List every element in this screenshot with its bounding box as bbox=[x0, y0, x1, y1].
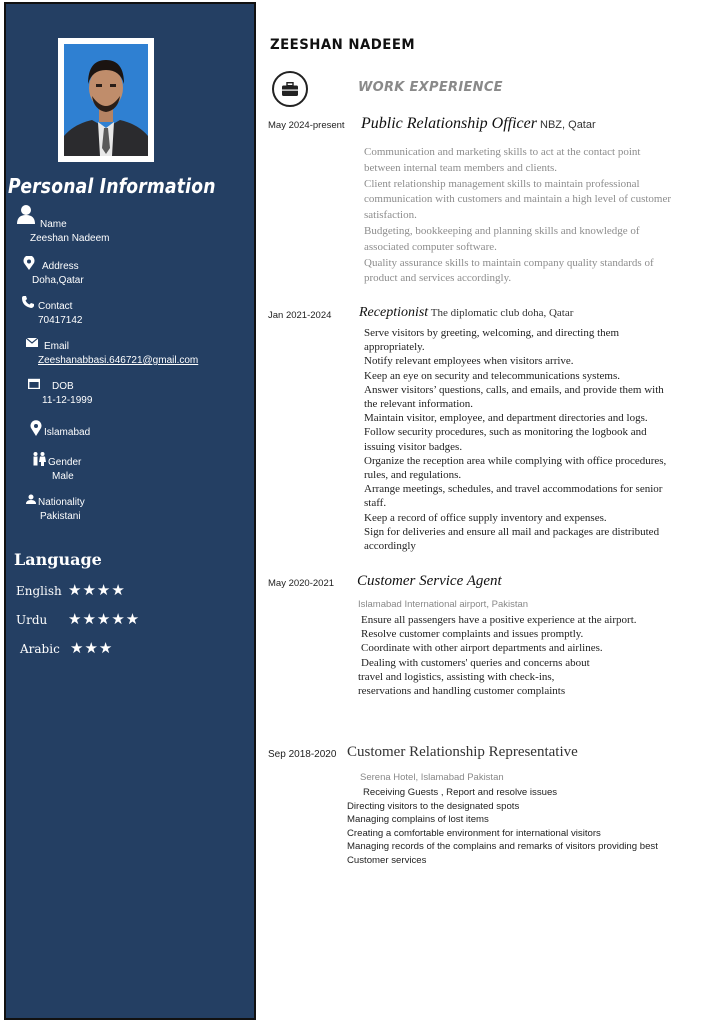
job-date: May 2024-present bbox=[268, 120, 345, 131]
job-duty-line: Dealing with customers' queries and concerns about bbox=[361, 656, 590, 669]
job-duty-line: associated computer software. bbox=[364, 240, 497, 253]
job-duty-line: travel and logistics, assisting with check-ins, bbox=[358, 670, 555, 683]
location-pin-icon bbox=[22, 256, 36, 270]
gender-icon bbox=[32, 452, 46, 466]
work-experience-badge bbox=[272, 71, 308, 107]
job-duties bbox=[347, 786, 658, 868]
job-duty-line: Keep an eye on security and telecommunications systems. bbox=[364, 369, 620, 382]
job-duty-line: Communication and marketing skills to act at the contact point bbox=[364, 146, 641, 158]
job-duty-line: Maintain visitor, employee, and department directories and logs. bbox=[364, 412, 648, 425]
job-title: Customer Service Agent bbox=[357, 573, 502, 589]
email-label: Email bbox=[44, 341, 70, 352]
job-duty-line: appropriately. bbox=[364, 341, 425, 354]
job-title bbox=[359, 305, 573, 321]
job-duty-line: rules, and regulations. bbox=[364, 469, 462, 482]
dob-value: 11-12-1999 bbox=[42, 395, 93, 406]
job-duty-line: Customer services bbox=[347, 854, 427, 866]
job-duty-line: between internal team members and clients. bbox=[364, 161, 558, 174]
job-date: Sep 2018-2020 bbox=[268, 749, 337, 760]
address-label: Address bbox=[42, 261, 79, 272]
language-name-arabic: Arabic bbox=[20, 642, 60, 656]
person-icon bbox=[17, 204, 35, 224]
candidate-name: ZEESHAN NADEEM bbox=[270, 37, 416, 53]
personal-information-heading: Personal Information bbox=[8, 174, 216, 198]
dob-label: DOB bbox=[52, 381, 74, 392]
job-duties bbox=[358, 613, 637, 698]
job-title-text: Receptionist bbox=[359, 305, 429, 320]
nationality-person-icon bbox=[26, 494, 36, 504]
job-date: May 2020-2021 bbox=[268, 578, 335, 589]
job-duty-line: Creating a comfortable environment for international visitors bbox=[347, 827, 601, 839]
job-title-text: Public Relationship Officer bbox=[361, 115, 537, 132]
job-duty-line: accordingly bbox=[364, 540, 416, 553]
job-duties bbox=[364, 326, 666, 553]
job-duty-line: Sign for deliveries and ensure all mail and packages are distributed bbox=[364, 525, 660, 538]
job-duty-line: Notify relevant employees when visitors arrive. bbox=[364, 355, 574, 368]
contact-value: 70417142 bbox=[38, 315, 83, 326]
job-duty-line: Follow security procedures, such as monitoring the logbook and bbox=[364, 426, 647, 439]
address-value: Doha,Qatar bbox=[32, 275, 84, 286]
job-title: Customer Relationship Representative bbox=[347, 744, 578, 760]
name-value: Zeeshan Nadeem bbox=[30, 233, 110, 244]
job-duty-line: the relevant information. bbox=[364, 398, 474, 411]
job-duty-line: Managing records of the complains and remarks of visitors providing best bbox=[347, 841, 658, 853]
job-duty-line: Arrange meetings, schedules, and travel accommodations for senior bbox=[364, 483, 663, 496]
job-duty-line: Ensure all passengers have a positive experience at the airport. bbox=[361, 614, 637, 626]
job-duty-line: Organize the reception area while complying with office procedures, bbox=[364, 454, 667, 467]
name-label: Name bbox=[40, 219, 67, 230]
contact-label: Contact bbox=[38, 301, 73, 312]
job-duties bbox=[364, 145, 671, 287]
profile-photo-frame bbox=[58, 38, 154, 162]
job-duty-line: Receiving Guests , Report and resolve issues bbox=[363, 787, 558, 798]
job-duty-line: issuing visitor badges. bbox=[364, 440, 463, 453]
language-heading: Language bbox=[14, 550, 102, 569]
language-stars-arabic: ★★★ bbox=[70, 640, 114, 657]
gender-label: Gender bbox=[48, 457, 82, 468]
calendar-icon bbox=[28, 378, 40, 389]
email-icon bbox=[26, 338, 38, 347]
work-experience-heading: WORK EXPERIENCE bbox=[358, 80, 503, 95]
job-duty-line: satisfaction. bbox=[364, 209, 417, 222]
job-duty-line: Managing complains of lost items bbox=[347, 814, 489, 826]
job-duty-line: Resolve customer complaints and issues promptly. bbox=[361, 628, 584, 641]
job-duty-line: communication with customers and maintain a high level of customer bbox=[364, 193, 672, 206]
job-duty-line: Serve visitors by greeting, welcoming, and directing them bbox=[364, 327, 620, 339]
sidebar bbox=[4, 2, 256, 1020]
profile-photo bbox=[64, 44, 148, 156]
job-duty-line: staff. bbox=[364, 497, 387, 510]
job-title bbox=[361, 115, 596, 133]
email-value[interactable]: Zeeshanabbasi.646721@gmail.com bbox=[38, 355, 199, 366]
job-duty-line: Client relationship management skills to maintain professional bbox=[364, 177, 640, 190]
nationality-value: Pakistani bbox=[40, 511, 81, 522]
job-date: Jan 2021-2024 bbox=[268, 310, 332, 321]
job-organization: The diplomatic club doha, Qatar bbox=[428, 307, 574, 319]
job-duty-line: Answer visitors’ questions, calls, and emails, and provide them with bbox=[364, 383, 664, 396]
job-duty-line: Keep a record of office supply inventory and expenses. bbox=[364, 511, 607, 524]
job-duty-line: Coordinate with other airport departments and airlines. bbox=[361, 642, 603, 655]
nationality-label: Nationality bbox=[38, 497, 85, 508]
language-stars-urdu: ★★★★★ bbox=[68, 611, 141, 628]
map-pin-icon bbox=[30, 420, 42, 436]
job-duty-line: reservations and handling customer complaints bbox=[358, 685, 566, 698]
language-stars-english: ★★★★ bbox=[68, 582, 126, 599]
job-duty-line: Budgeting, bookkeeping and planning skills and knowledge of bbox=[364, 224, 640, 237]
language-name-english: English bbox=[16, 584, 62, 598]
phone-icon bbox=[22, 296, 34, 308]
briefcase-icon bbox=[282, 82, 298, 96]
language-name-urdu: Urdu bbox=[16, 613, 48, 627]
gender-value: Male bbox=[52, 471, 74, 482]
job-duty-line: Quality assurance skills to maintain company quality standards of bbox=[364, 256, 654, 269]
job-organization: Islamabad International airport, Pakistan bbox=[358, 599, 529, 610]
job-duty-line: product and services accordingly. bbox=[364, 272, 512, 285]
location-value: Islamabad bbox=[44, 427, 91, 438]
job-organization: Serena Hotel, Islamabad Pakistan bbox=[360, 772, 504, 783]
job-duty-line: Directing visitors to the designated spots bbox=[347, 800, 520, 812]
job-organization: NBZ, Qatar bbox=[536, 119, 596, 131]
